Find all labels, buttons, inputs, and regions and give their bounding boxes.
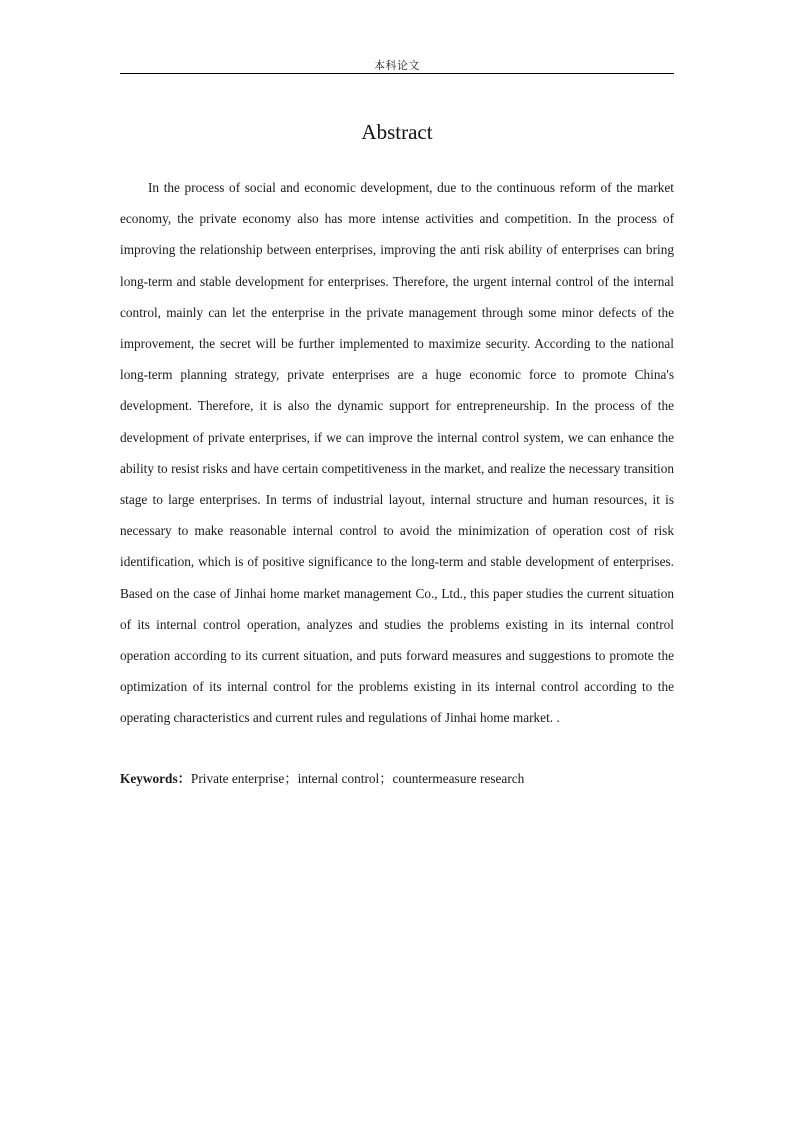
abstract-body: In the process of social and economic development, due to the continuous reform of the market economy, the private economy also has more intense activities and competition. In the process of improving the relationship between enterprises, improving the anti risk ability of enterprises can bring long-term and stable development for enterprises. Therefore, the urgent internal control of the internal control, mainly can let the enterprise in the private management through some minor defects of the improvement, the secret will be further implemented to maximize security. According to the national long-term planning strategy, private enterprises are a huge economic force to promote China's development. Therefore, it is also the dynamic support for entrepreneurship. In the process of the development of private enterprises, if we can improve the internal control system, we can enhance the ability to resist risks and have certain competitiveness in the market, and realize the necessary transition stage to large enterprises. In terms of industrial layout, internal structure and human resources, it is necessary to make reasonable internal control to avoid the minimization of operation cost of risk identification, which is of positive significance to the long-term and stable development of enterprises. Based on the case of Jinhai home market management Co., Ltd., this paper studies the current situation of its internal control operation, analyzes and studies the problems existing in its internal control operation according to its current situation, and puts forward measures and suggestions to promote the optimization of its internal control for the problems existing in its internal control according to the operating characteristics and current rules and regulations of Jinhai home market. .: [120, 180, 674, 726]
abstract-title: Abstract: [361, 120, 433, 144]
keywords-label: Keywords：: [120, 771, 191, 786]
keywords-line: [120, 768, 674, 790]
header-rule: [120, 73, 674, 74]
running-header: 本科论文: [374, 59, 420, 72]
keywords-list: Private enterprise；internal control；countermeasure research: [190, 771, 525, 786]
